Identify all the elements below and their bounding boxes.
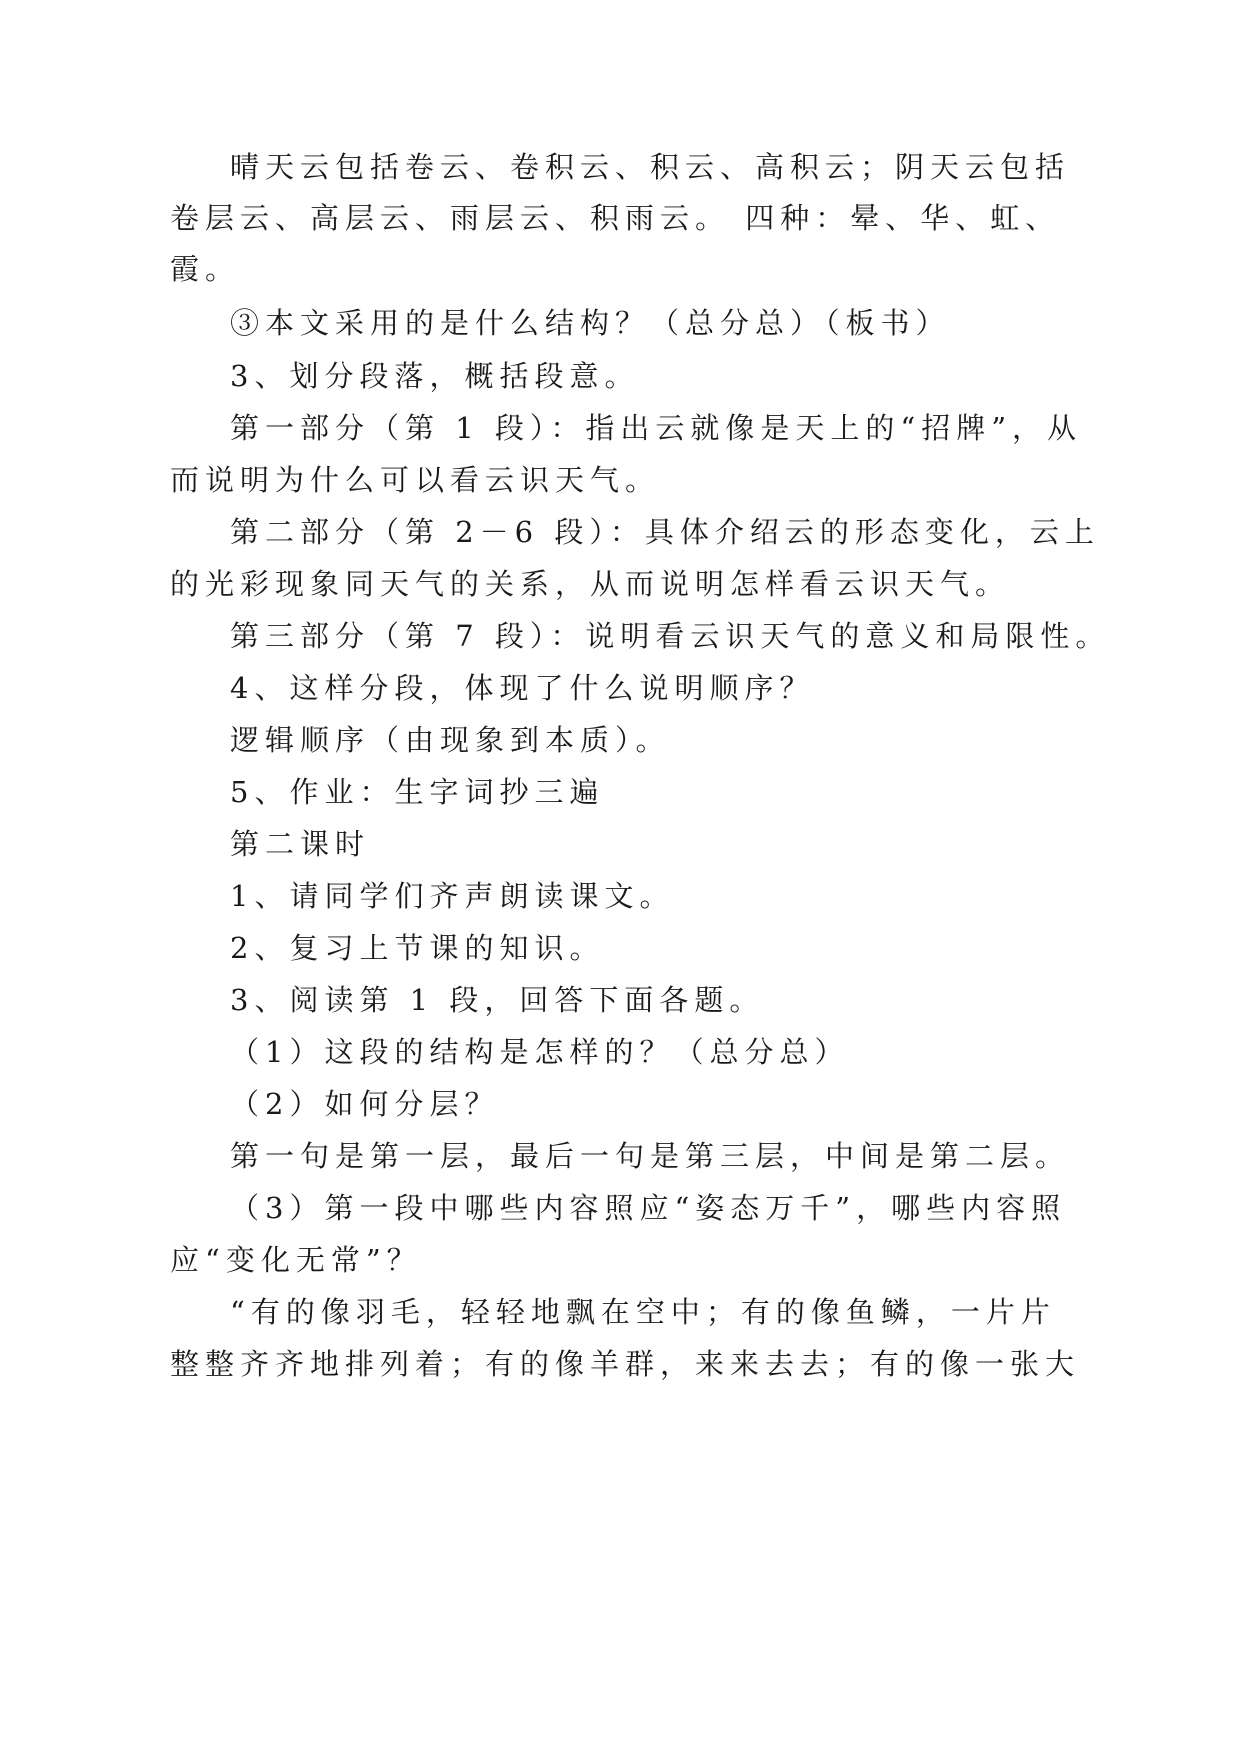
text-line: 而说明为什么可以看云识天气。 — [170, 463, 661, 497]
text-line: 整整齐齐地排列着；有的像羊群，来来去去；有的像一张大 — [170, 1347, 1081, 1381]
text-line: 第一句是第一层，最后一句是第三层，中间是第二层。 — [230, 1139, 1071, 1173]
text-line: 逻辑顺序（由现象到本质）。 — [230, 723, 671, 757]
text-line: 3、划分段落，概括段意。 — [230, 359, 640, 393]
text-line: 3、阅读第 1 段，回答下面各题。 — [230, 983, 765, 1017]
text-line: 第二课时 — [230, 827, 371, 861]
text-line: 5、作业：生字词抄三遍 — [230, 775, 605, 809]
text-line: 第三部分（第 7 段）：说明看云识天气的意义和局限性。 — [230, 619, 1111, 653]
text-line: （2）如何分层？ — [230, 1087, 500, 1121]
text-line: 1、请同学们齐声朗读课文。 — [230, 879, 675, 913]
text-line: ③本文采用的是什么结构？（总分总）（板书） — [230, 306, 951, 340]
text-line: 晴天云包括卷云、卷积云、积云、高积云；阴天云包括 — [230, 150, 1071, 184]
text-line: （3）第一段中哪些内容照应“姿态万千”，哪些内容照 — [230, 1191, 1067, 1225]
text-line: “有的像羽毛，轻轻地飘在空中；有的像鱼鳞，一片片 — [230, 1295, 1056, 1329]
text-line: （1）这段的结构是怎样的？（总分总） — [230, 1035, 850, 1069]
text-line: 应“变化无常”？ — [170, 1243, 422, 1277]
text-line: 2、复习上节课的知识。 — [230, 931, 605, 965]
text-line: 霞。 — [170, 252, 241, 286]
text-line: 的光彩现象同天气的关系，从而说明怎样看云识天气。 — [170, 567, 1011, 601]
text-line: 4、这样分段，体现了什么说明顺序？ — [230, 671, 815, 705]
text-line: 第二部分（第 2－6 段）：具体介绍云的形态变化，云上 — [230, 515, 1100, 549]
text-line: 第一部分（第 1 段）：指出云就像是天上的“招牌”，从 — [230, 411, 1083, 445]
text-line: 卷层云、高层云、雨层云、积雨云。 四种：晕、华、虹、 — [170, 201, 1061, 235]
